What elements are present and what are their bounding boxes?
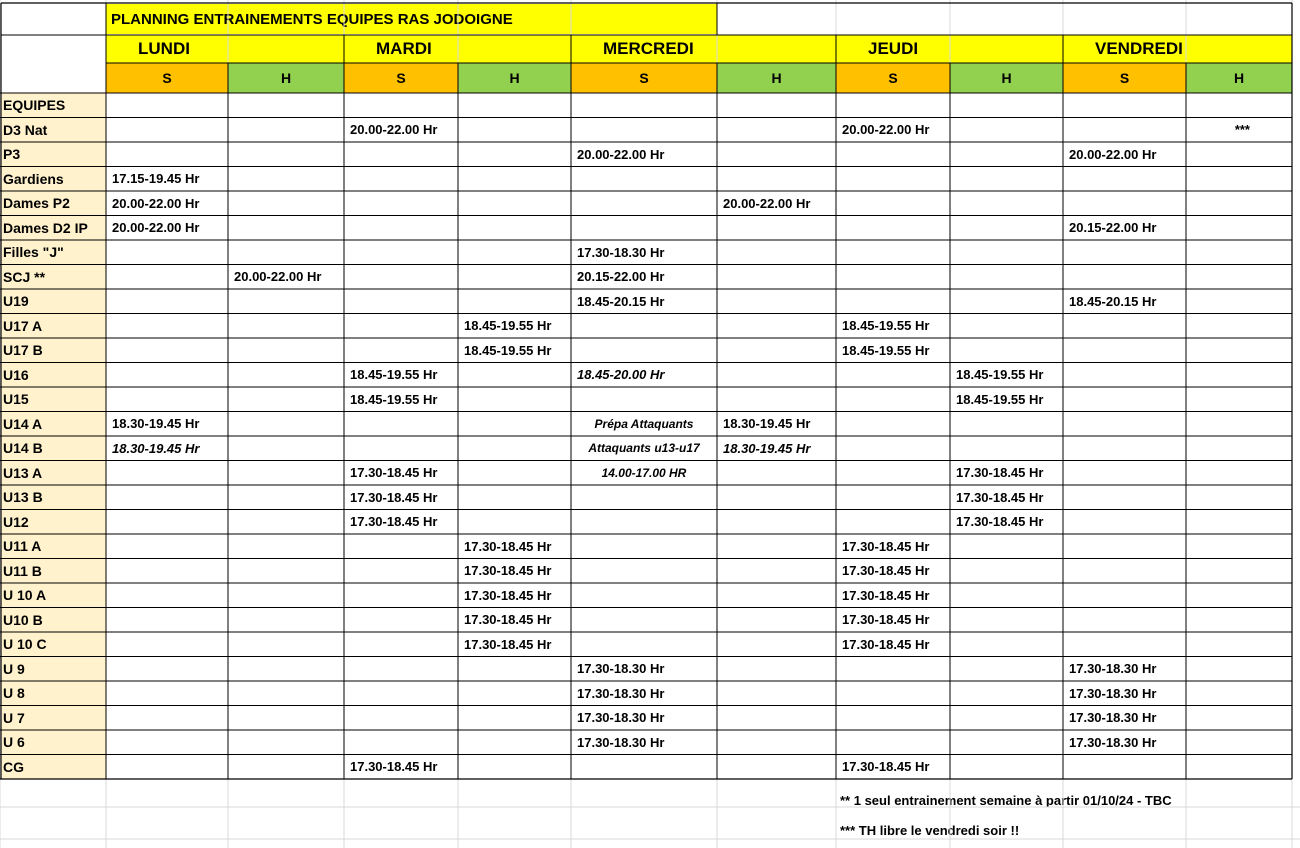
schedule-cell[interactable]: 17.30-18.45 Hr xyxy=(350,489,438,505)
schedule-cell[interactable]: 18.45-19.55 Hr xyxy=(956,391,1044,407)
footnote[interactable]: ** 1 seul entrainement semaine à partir 01/10/24 - TBC xyxy=(840,792,1172,808)
schedule-cell[interactable]: Prépa Attaquants xyxy=(594,416,694,431)
schedule-cell[interactable]: 20.00-22.00 Hr xyxy=(1069,146,1157,162)
schedule-cell[interactable]: 18.45-20.00 Hr xyxy=(577,367,665,383)
schedule-cell[interactable]: 20.00-22.00 Hr xyxy=(112,195,200,211)
schedule-cell[interactable]: 17.30-18.45 Hr xyxy=(464,612,552,628)
schedule-cell[interactable]: 17.30-18.30 Hr xyxy=(1069,734,1157,750)
s-subheader[interactable]: S xyxy=(571,63,717,93)
h-subheader[interactable]: H xyxy=(1186,63,1292,93)
team-name[interactable]: Gardiens xyxy=(0,167,106,192)
team-name[interactable]: U17 A xyxy=(0,314,106,339)
schedule-cell[interactable]: 18.45-19.55 Hr xyxy=(842,342,930,358)
team-name[interactable]: CG xyxy=(0,755,106,780)
team-name[interactable]: SCJ ** xyxy=(0,265,106,290)
h-subheader[interactable]: H xyxy=(458,63,571,93)
team-name[interactable]: U19 xyxy=(0,289,106,314)
schedule-cell[interactable]: 18.30-19.45 Hr xyxy=(112,440,200,456)
schedule-cell[interactable]: 17.30-18.45 Hr xyxy=(350,465,438,481)
schedule-cell[interactable]: 18.30-19.45 Hr xyxy=(723,440,811,456)
schedule-cell[interactable]: 17.30-18.30 Hr xyxy=(577,710,665,726)
schedule-cell[interactable]: Attaquants u13-u17 xyxy=(588,441,700,456)
schedule-cell[interactable]: 20.00-22.00 Hr xyxy=(842,122,930,138)
schedule-cell[interactable]: 17.30-18.45 Hr xyxy=(842,538,930,554)
h-subheader[interactable]: H xyxy=(717,63,836,93)
team-name[interactable]: Filles "J" xyxy=(0,240,106,265)
team-name[interactable]: U14 B xyxy=(0,436,106,461)
schedule-cell[interactable]: 17.30-18.30 Hr xyxy=(1069,685,1157,701)
team-name[interactable]: U16 xyxy=(0,363,106,388)
teams-column-header[interactable]: EQUIPES xyxy=(0,93,106,118)
schedule-cell[interactable]: 17.30-18.30 Hr xyxy=(577,244,665,260)
team-name[interactable]: U10 B xyxy=(0,608,106,633)
schedule-cell[interactable]: 18.45-19.55 Hr xyxy=(956,367,1044,383)
schedule-cell[interactable]: 18.30-19.45 Hr xyxy=(112,416,200,432)
schedule-cell[interactable]: 17.15-19.45 Hr xyxy=(112,171,200,187)
schedule-cell[interactable]: 18.45-19.55 Hr xyxy=(464,318,552,334)
schedule-cell[interactable]: 20.00-22.00 Hr xyxy=(577,146,665,162)
footnote[interactable]: *** TH libre le vendredi soir !! xyxy=(840,822,1020,838)
team-name[interactable]: U11 A xyxy=(0,534,106,559)
schedule-cell[interactable]: 17.30-18.45 Hr xyxy=(350,759,438,775)
schedule-cell[interactable]: 17.30-18.30 Hr xyxy=(577,685,665,701)
day-header-mardi[interactable]: MARDI xyxy=(344,35,571,63)
team-name[interactable]: U12 xyxy=(0,510,106,535)
team-name[interactable]: U 10 A xyxy=(0,583,106,608)
schedule-cell[interactable]: 18.45-20.15 Hr xyxy=(577,293,665,309)
schedule-cell[interactable]: 17.30-18.45 Hr xyxy=(842,759,930,775)
team-name[interactable]: P3 xyxy=(0,142,106,167)
schedule-cell[interactable]: 20.15-22.00 Hr xyxy=(1069,220,1157,236)
schedule-cell[interactable]: 20.00-22.00 Hr xyxy=(723,195,811,211)
schedule-cell[interactable]: 17.30-18.45 Hr xyxy=(464,538,552,554)
h-subheader[interactable]: H xyxy=(950,63,1063,93)
sheet-title[interactable]: PLANNING ENTRAINEMENTS EQUIPES RAS JODOIGNE xyxy=(106,4,717,34)
schedule-cell[interactable]: 18.45-19.55 Hr xyxy=(350,391,438,407)
schedule-cell[interactable]: 18.45-20.15 Hr xyxy=(1069,293,1157,309)
team-name[interactable]: U 7 xyxy=(0,706,106,731)
team-name[interactable]: U 10 C xyxy=(0,632,106,657)
schedule-cell[interactable]: 17.30-18.45 Hr xyxy=(842,587,930,603)
schedule-cell[interactable]: 18.45-19.55 Hr xyxy=(842,318,930,334)
s-subheader[interactable]: S xyxy=(106,63,228,93)
team-name[interactable]: D3 Nat xyxy=(0,118,106,143)
schedule-cell[interactable]: 17.30-18.45 Hr xyxy=(956,465,1044,481)
team-name[interactable]: U 6 xyxy=(0,730,106,755)
schedule-cell[interactable]: 17.30-18.45 Hr xyxy=(842,612,930,628)
team-name[interactable]: U14 A xyxy=(0,412,106,437)
schedule-cell[interactable]: 17.30-18.45 Hr xyxy=(464,636,552,652)
team-name[interactable]: U13 B xyxy=(0,485,106,510)
schedule-cell[interactable]: 18.45-19.55 Hr xyxy=(350,367,438,383)
schedule-cell[interactable]: 20.00-22.00 Hr xyxy=(112,220,200,236)
day-header-jeudi[interactable]: JEUDI xyxy=(836,35,1063,63)
team-name[interactable]: Dames D2 IP xyxy=(0,216,106,241)
day-header-vendredi[interactable]: VENDREDI xyxy=(1063,35,1292,63)
s-subheader[interactable]: S xyxy=(1063,63,1186,93)
team-name[interactable]: U 8 xyxy=(0,681,106,706)
s-subheader[interactable]: S xyxy=(344,63,458,93)
team-name[interactable]: U 9 xyxy=(0,657,106,682)
schedule-cell[interactable]: 20.15-22.00 Hr xyxy=(577,269,665,285)
schedule-cell[interactable]: 17.30-18.45 Hr xyxy=(464,563,552,579)
schedule-cell[interactable]: 18.30-19.45 Hr xyxy=(723,416,811,432)
schedule-cell[interactable]: 17.30-18.45 Hr xyxy=(956,489,1044,505)
team-name[interactable]: U17 B xyxy=(0,338,106,363)
day-header-mercredi[interactable]: MERCREDI xyxy=(571,35,836,63)
schedule-cell[interactable]: 20.00-22.00 Hr xyxy=(234,269,322,285)
s-subheader[interactable]: S xyxy=(836,63,950,93)
schedule-cell[interactable]: 17.30-18.45 Hr xyxy=(350,514,438,530)
schedule-cell[interactable]: 17.30-18.45 Hr xyxy=(464,587,552,603)
team-name[interactable]: U11 B xyxy=(0,559,106,584)
schedule-cell[interactable]: 17.30-18.30 Hr xyxy=(1069,710,1157,726)
schedule-cell[interactable]: 17.30-18.45 Hr xyxy=(842,636,930,652)
schedule-cell[interactable]: 17.30-18.45 Hr xyxy=(842,563,930,579)
schedule-cell[interactable]: 17.30-18.30 Hr xyxy=(577,661,665,677)
h-subheader[interactable]: H xyxy=(228,63,344,93)
schedule-cell[interactable]: 20.00-22.00 Hr xyxy=(350,122,438,138)
schedule-cell[interactable]: *** xyxy=(1234,122,1250,138)
schedule-cell[interactable]: 14.00-17.00 HR xyxy=(601,465,687,480)
schedule-cell[interactable]: 17.30-18.45 Hr xyxy=(956,514,1044,530)
team-name[interactable]: Dames P2 xyxy=(0,191,106,216)
schedule-cell[interactable]: 18.45-19.55 Hr xyxy=(464,342,552,358)
team-name[interactable]: U13 A xyxy=(0,461,106,486)
day-header-lundi[interactable]: LUNDI xyxy=(106,35,344,63)
team-name[interactable]: U15 xyxy=(0,387,106,412)
schedule-cell[interactable]: 17.30-18.30 Hr xyxy=(577,734,665,750)
schedule-cell[interactable]: 17.30-18.30 Hr xyxy=(1069,661,1157,677)
